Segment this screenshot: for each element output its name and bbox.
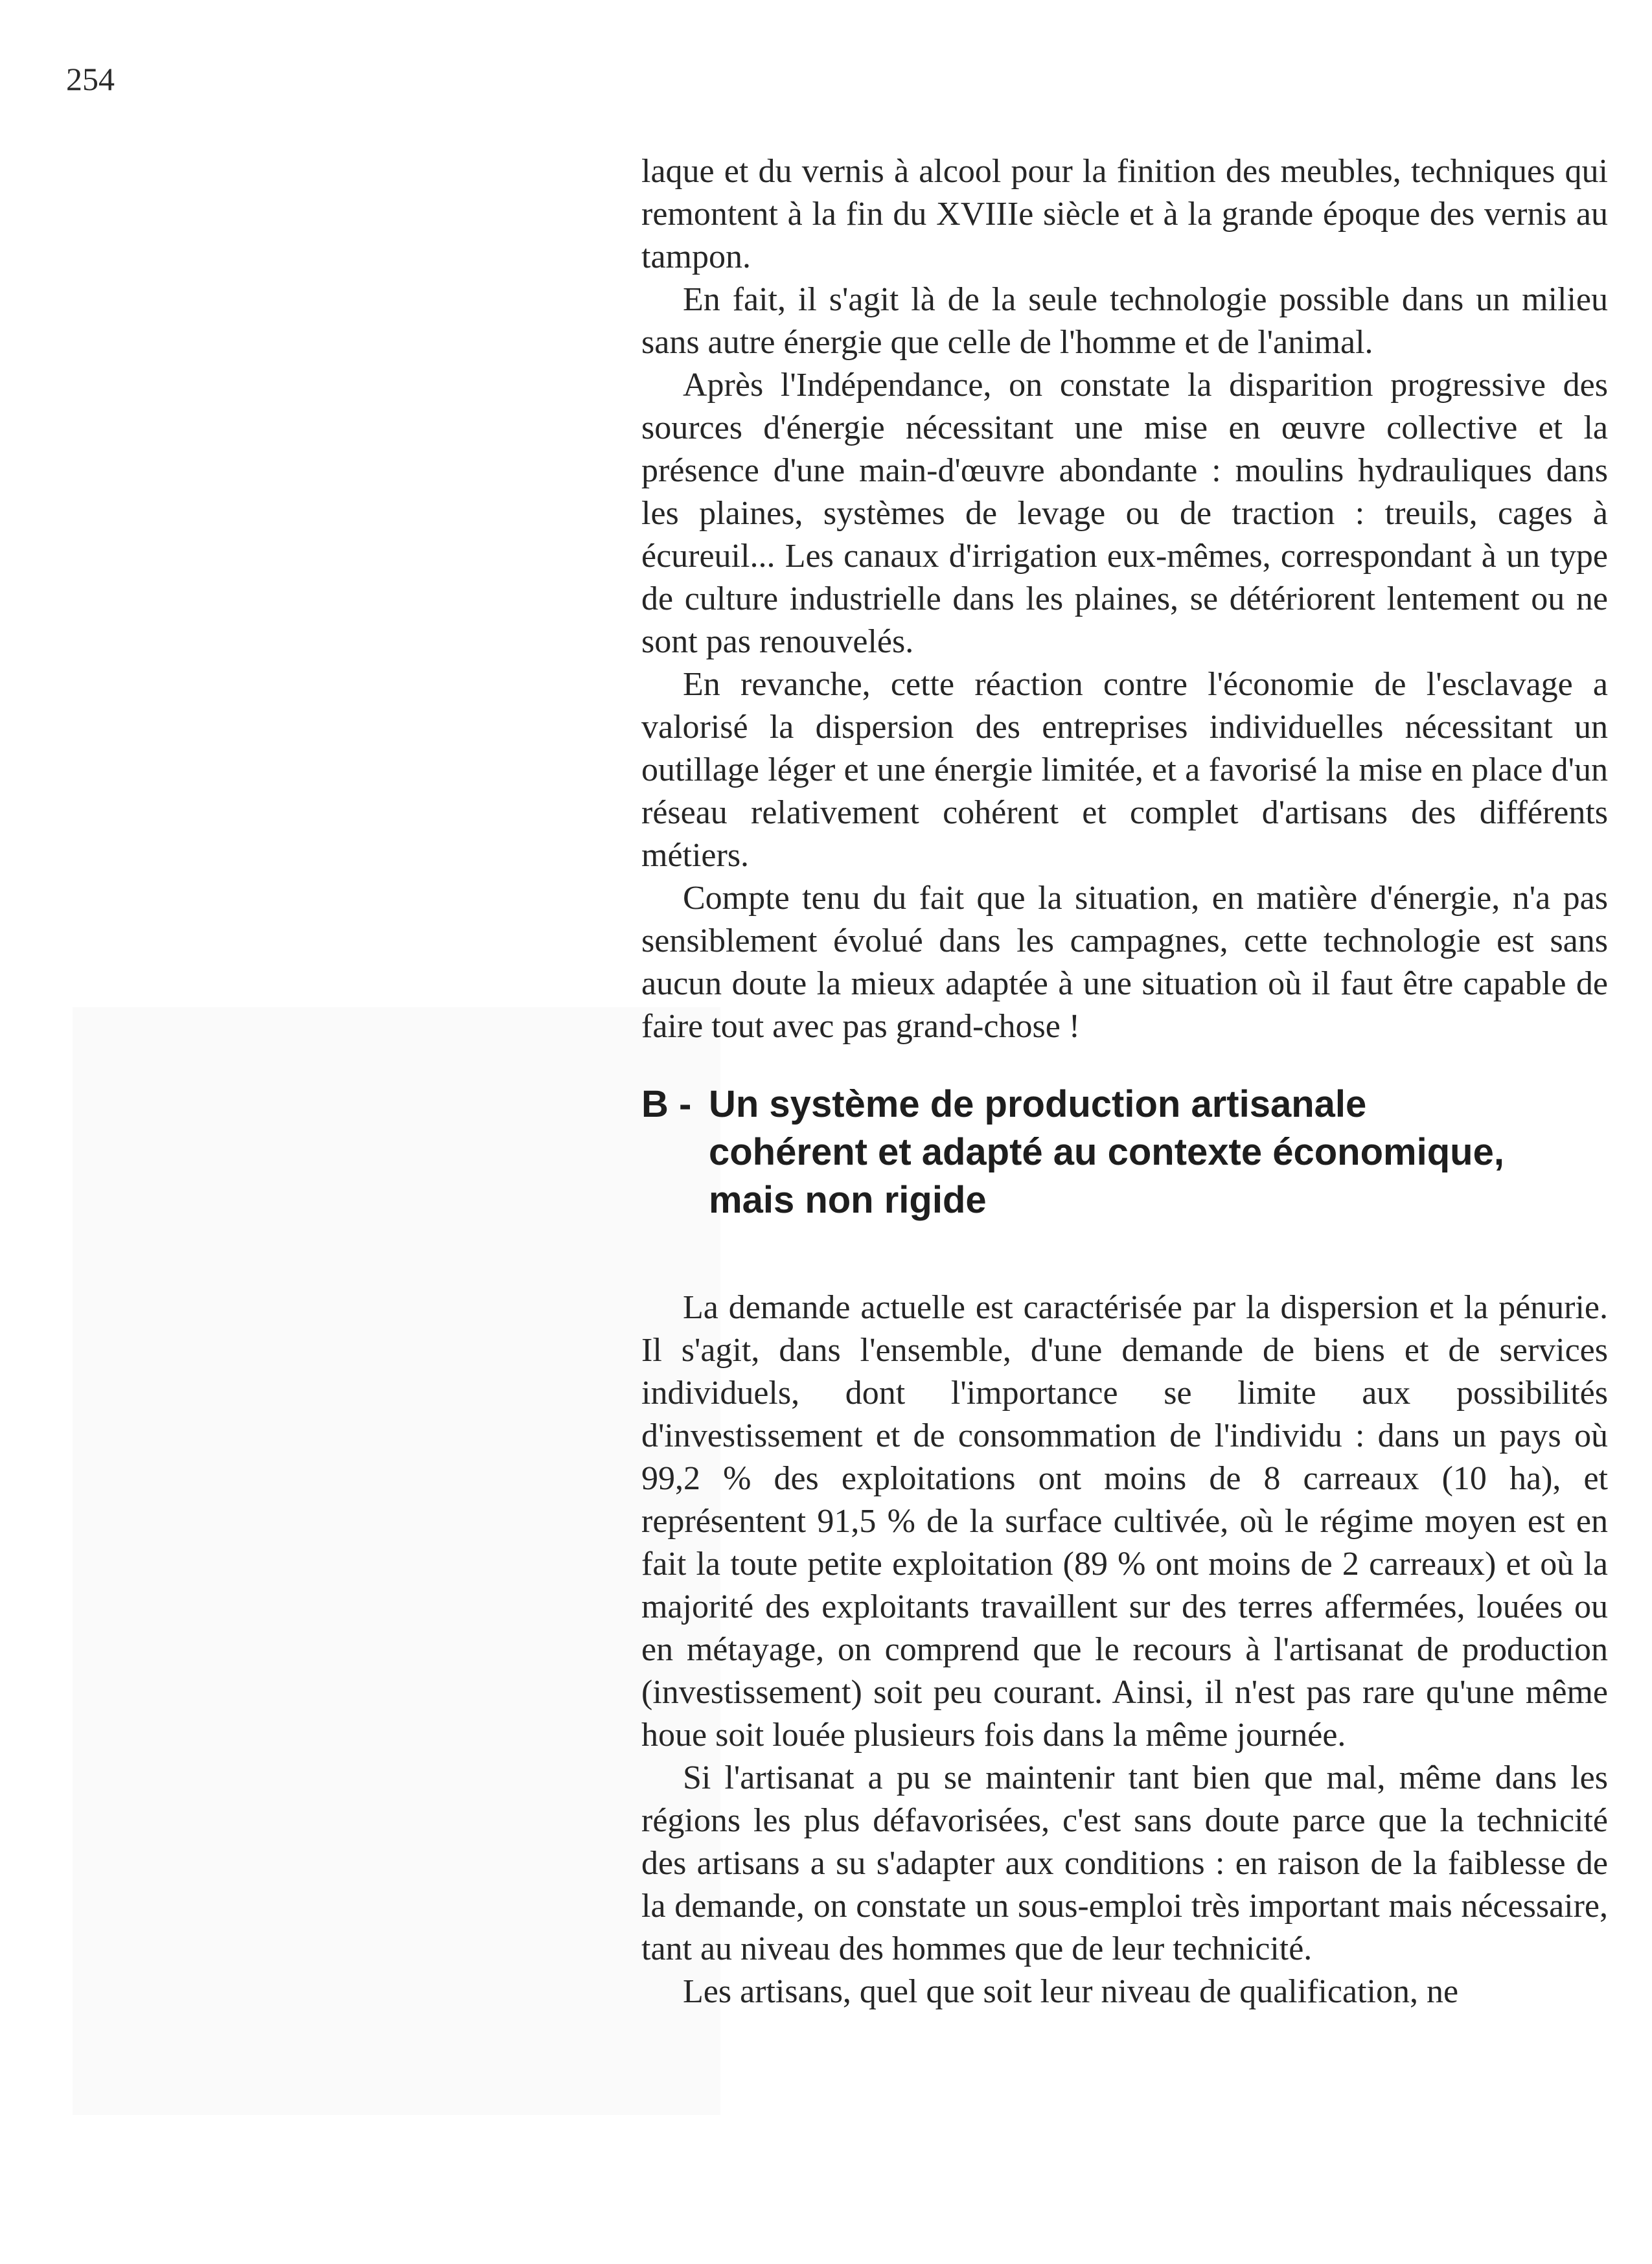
paragraph: Après l'Indépendance, on constate la disparition progressive des sources d'énergie nécessitant une mise en œuvre collective et la présence d'une main-d'œuvre abondante : moulins hydrauliques dans les plaines, systèmes de levage ou de traction : treuils, cages à écureuil... Les canaux d'irrigation eux-mêmes, correspondant à un type de culture industrielle dans les plaines, se détériorent lentement ou ne sont pas renouvelés.	[641, 367, 1608, 660]
paragraph: En revanche, cette réaction contre l'économie de l'esclavage a valorisé la dispersion des entreprises individuelles nécessitant un outillage léger et une énergie limitée, et a favorisé la mise en place d'un réseau relativement cohérent et complet d'artisans des différents métiers.	[641, 666, 1608, 874]
section-heading	[641, 1081, 1608, 1224]
paragraph: Si l'artisanat a pu se maintenir tant bien que mal, même dans les régions les plus défavorisées, c'est sans doute parce que la technicité des artisans a su s'adapter aux conditions : en raison de la faiblesse de la demande, on constate un sous-emploi très important mais nécessaire, tant au niveau des hommes que de leur technicité.	[641, 1759, 1608, 1967]
section-title	[709, 1081, 1608, 1224]
show-through-block	[73, 1007, 720, 2115]
paragraph: La demande actuelle est caractérisée par la dispersion et la pénurie. Il s'agit, dans l'ensemble, d'une demande de biens et de services individuels, dont l'importance se limite aux possibilités d'investissement et de consommation de l'individu : dans un pays où 99,2 % des exploitations ont moins de 8 carreaux (10 ha), et représentent 91,5 % de la surface cultivée, où le régime moyen est en fait la toute petite exploitation (89 % ont moins de 2 carreaux) et où la majorité des exploitants travaillent sur des terres affermées, louées ou en métayage, on comprend que le recours à l'artisanat de production (investissement) soit peu courant. Ainsi, il n'est pas rare qu'une même houe soit louée plusieurs fois dans la même journée.	[641, 1289, 1608, 1754]
text-column	[641, 150, 1608, 2013]
paragraph-continuation: laque et du vernis à alcool pour la finition des meubles, techniques qui remontent à la fin du XVIIIe siècle et à la grande époque des vernis au tampon.	[641, 153, 1608, 275]
paragraph-truncated: Les artisans, quel que soit leur niveau de qualification, ne	[683, 1973, 1459, 2010]
paragraph: En fait, il s'agit là de la seule technologie possible dans un milieu sans autre énergie que celle de l'homme et de l'animal.	[641, 281, 1608, 361]
section-title-line: Un système de production artisanale	[709, 1083, 1367, 1125]
page-number: 254	[66, 61, 115, 97]
section-letter: B -	[641, 1083, 702, 1125]
paragraph: Compte tenu du fait que la situation, en matière d'énergie, n'a pas sensiblement évolué dans les campagnes, cette technologie est sans aucun doute la mieux adaptée à une situation où il faut être capable de faire tout avec pas grand-chose !	[641, 880, 1608, 1045]
section-title-line: mais non rigide	[709, 1179, 987, 1221]
section-title-line: cohérent et adapté au contexte économique,	[709, 1131, 1504, 1173]
